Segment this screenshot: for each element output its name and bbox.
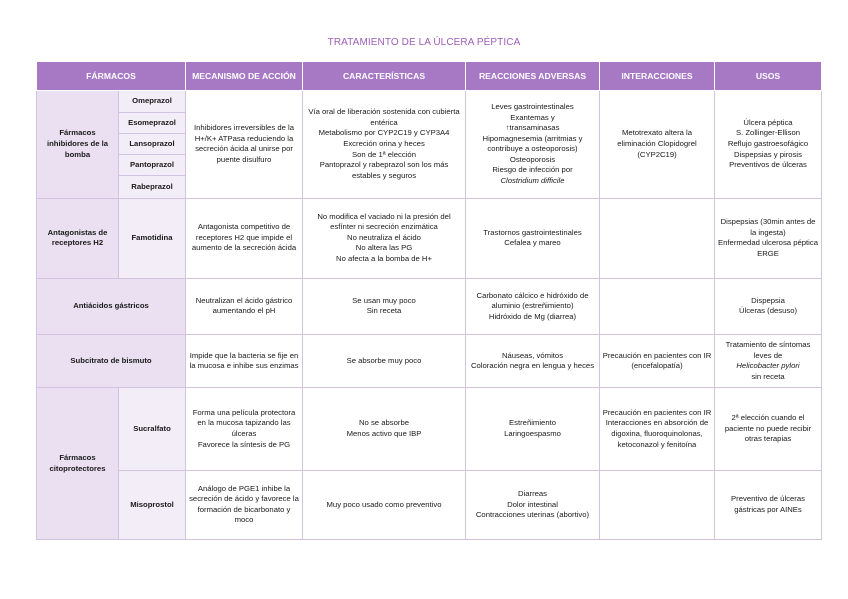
sucralfato-interacciones	[600, 388, 715, 470]
h2-carac-4: No afecta a la bomba de H+	[336, 254, 432, 264]
treatment-table	[36, 61, 822, 540]
ibp-rea-4: Hipomagnesemia (arritmias y contribuye a osteoporosis)	[482, 133, 583, 154]
h2-carac-3: No altera las PG	[355, 243, 413, 253]
bis-uso-italic: Helicobacter pylori	[736, 361, 800, 371]
anti-uso-2: Úlceras (desuso)	[738, 306, 798, 316]
bismuto-caracteristicas: Se absorbe muy poco	[303, 335, 466, 388]
table-row	[37, 335, 822, 388]
h2-usos	[715, 198, 822, 278]
miso-rea-2: Dolor intestinal	[507, 499, 558, 509]
h2-uso-2: Enfermedad ulcerosa péptica	[718, 238, 818, 248]
table-row	[37, 91, 822, 113]
ibp-usos	[715, 91, 822, 198]
ibp-uso-5: Preventivos de úlceras	[729, 160, 807, 170]
header-farmacos: FÁRMACOS	[37, 62, 186, 91]
suc-rea-2: Laringoespasmo	[504, 428, 561, 438]
misoprostol-reacciones	[466, 470, 600, 539]
ibp-carac-1: Vía oral de liberación sostenida con cubierta entérica	[308, 107, 460, 127]
anti-rea-2: Hidróxido de Mg (diarrea)	[488, 311, 577, 321]
bismuto-mecanismo: Impide que la bacteria se fije en la mucosa e inhibe sus enzimas	[186, 335, 303, 388]
bismuto-interacciones: Precaución en pacientes con IR (encefalopatía)	[600, 335, 715, 388]
h2-carac-1: No modifica el vaciado ni la presión del esfínter ni secreción enzimática	[317, 211, 451, 232]
suc-rea-1: Estreñimiento	[509, 418, 556, 428]
ibp-reacciones	[466, 91, 600, 198]
miso-rea-1: Diarreas	[517, 488, 548, 498]
sucralfato-usos: 2ª elección cuando el paciente no puede recibir otras terapias	[715, 388, 822, 470]
bis-uso-post: sin receta	[751, 371, 785, 381]
ibp-rea-7: Clostridium difficile	[500, 176, 565, 186]
table-row	[37, 278, 822, 334]
header-caracteristicas: CARACTERÍSTICAS	[303, 62, 466, 91]
group-antiacidos: Antiácidos gástricos	[37, 278, 186, 334]
table-row	[37, 470, 822, 539]
header-interacciones: INTERACCIONES	[600, 62, 715, 91]
h2-uso-1: Dispepsias (30min antes de la ingesta)	[720, 216, 816, 237]
drug-pantoprazol: Pantoprazol	[119, 155, 186, 176]
ibp-rea-1: Leves gastrointestinales	[491, 101, 574, 111]
drug-rabeprazol: Rabeprazol	[119, 176, 186, 198]
h2-mecanismo: Antagonista competitivo de receptores H2 que impide el aumento de la secreción ácida	[186, 198, 303, 278]
miso-rea-3: Contracciones uterinas (abortivo)	[475, 510, 590, 520]
header-usos: USOS	[715, 62, 822, 91]
antiacidos-caracteristicas	[303, 278, 466, 334]
header-row	[37, 62, 822, 91]
anti-rea-1: Carbonato cálcico e hidróxido de aluminio (estreñimiento)	[476, 290, 589, 311]
antiacidos-mecanismo: Neutralizan el ácido gástrico aumentando el pH	[186, 278, 303, 334]
misoprostol-usos: Preventivo de úlceras gástricas por AINEs	[715, 470, 822, 539]
ibp-carac-5: Pantoprazol y rabeprazol son los más estables y seguros	[319, 160, 449, 180]
sucralfato-caracteristicas	[303, 388, 466, 470]
group-bismuto: Subcitrato de bismuto	[37, 335, 186, 388]
suc-mec-2: Favorece la síntesis de PG	[197, 439, 291, 449]
ibp-rea-6: Riesgo de infección por	[492, 165, 573, 175]
anti-carac-1: Se usan muy poco	[352, 295, 416, 305]
antiacidos-usos	[715, 278, 822, 334]
h2-uso-3: ERGE	[757, 248, 779, 258]
antiacidos-interacciones	[600, 278, 715, 334]
h2-rea-1: Trastornos gastrointestinales	[483, 227, 582, 237]
anti-uso-1: Dispepsia	[751, 295, 785, 305]
drug-omeprazol: Omeprazol	[119, 91, 186, 113]
bis-rea-2: Coloración negra en lengua y heces	[470, 361, 595, 371]
h2-carac-2: No neutraliza el ácido	[347, 232, 421, 242]
sucralfato-mecanismo	[186, 388, 303, 470]
h2-interacciones	[600, 198, 715, 278]
ibp-uso-1: Úlcera péptica	[743, 117, 793, 127]
ibp-uso-4: Dispepsias y pirosis	[734, 149, 802, 159]
suc-carac-1: No se absorbe	[359, 418, 409, 428]
bismuto-usos	[715, 335, 822, 388]
drug-famotidina: Famotidina	[119, 198, 186, 278]
header-reacciones: REACCIONES ADVERSAS	[466, 62, 600, 91]
drug-sucralfato: Sucralfato	[119, 388, 186, 470]
ibp-mecanismo: Inhibidores irreversibles de la H+/K+ ATPasa reduciendo la secreción ácida al unirse por puente disulfuro	[186, 91, 303, 198]
h2-caracteristicas	[303, 198, 466, 278]
ibp-uso-3: Reflujo gastroesofágico	[727, 139, 809, 148]
suc-mec-1: Forma una película protectora en la mucosa tapizando las úlceras	[192, 407, 296, 438]
table-row	[37, 388, 822, 470]
suc-int-1: Precaución en pacientes con IR	[602, 407, 712, 417]
ibp-caracteristicas	[303, 91, 466, 198]
table-row	[37, 198, 822, 278]
group-citoprotectores: Fármacos citoprotectores	[37, 388, 119, 540]
bismuto-reacciones	[466, 335, 600, 388]
group-ibp: Fármacos inhibidores de la bomba	[37, 91, 119, 198]
bis-rea-1: Náuseas, vómitos	[501, 350, 564, 360]
misoprostol-interacciones	[600, 470, 715, 539]
ibp-interacciones: Metotrexato altera la eliminación Clopidogrel (CYP2C19)	[600, 91, 715, 198]
group-h2: Antagonistas de receptores H2	[37, 198, 119, 278]
sucralfato-reacciones	[466, 388, 600, 470]
suc-carac-2: Menos activo que IBP	[346, 428, 422, 438]
anti-carac-2: Sin receta	[366, 306, 402, 316]
antiacidos-reacciones	[466, 278, 600, 334]
drug-misoprostol: Misoprostol	[119, 470, 186, 539]
misoprostol-mecanismo: Análogo de PGE1 inhibe la secreción de ácido y favorece la formación de bicarbonato y moco	[186, 470, 303, 539]
page-title: TRATAMIENTO DE LA ÚLCERA PÉPTICA	[327, 37, 521, 48]
h2-reacciones	[466, 198, 600, 278]
misoprostol-caracteristicas: Muy poco usado como preventivo	[303, 470, 466, 539]
h2-rea-2: Cefalea y mareo	[504, 238, 561, 248]
header-mecanismo: MECANISMO DE ACCIÓN	[186, 62, 303, 91]
ibp-uso-2: S. Zollinger-Ellison	[735, 128, 801, 138]
ibp-carac-4: Son de 1ª elección	[352, 149, 416, 159]
ibp-rea-3: ↑transaminasas	[505, 123, 560, 133]
drug-esomeprazol: Esomeprazol	[119, 113, 186, 134]
ibp-rea-5: Osteoporosis	[509, 154, 556, 164]
bis-uso-pre: Tratamiento de síntomas leves de	[725, 339, 811, 360]
suc-int-2: Interacciones en absorción de digoxina, fluoroquinolonas, ketoconazol y fenitoína	[605, 418, 709, 449]
drug-lansoprazol: Lansoprazol	[119, 134, 186, 155]
ibp-carac-3: Excreción orina y heces	[343, 139, 425, 148]
ibp-rea-2: Exantemas y	[510, 112, 555, 122]
ibp-carac-2: Metabolismo por CYP2C19 y CYP3A4	[318, 128, 450, 138]
